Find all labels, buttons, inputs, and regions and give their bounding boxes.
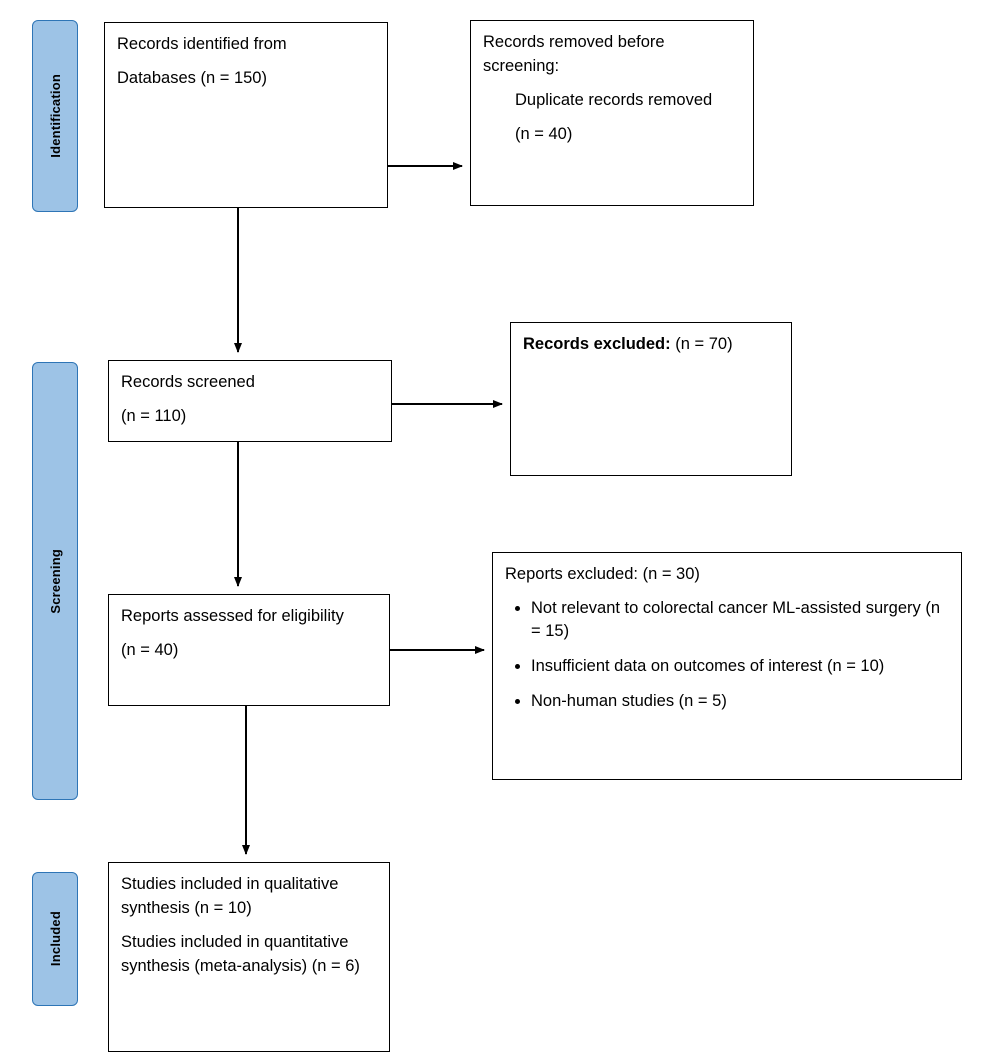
box-records-screened: [108, 360, 392, 442]
records-identified-line1: Records identified from: [117, 35, 287, 53]
stage-label-identification-text: Identification: [47, 74, 63, 158]
box-records-removed: [470, 20, 754, 206]
stage-label-screening-text: Screening: [47, 548, 63, 614]
stage-label-screening: [32, 362, 78, 800]
reports-excluded-list: [505, 597, 949, 713]
box-records-identified: [104, 22, 388, 208]
reports-eligibility-line1: Reports assessed for eligibility: [121, 607, 344, 625]
box-records-excluded: [510, 322, 792, 476]
studies-included-line2: Studies included in quantitative synthesis (meta-analysis) (n = 6): [121, 932, 360, 975]
list-item: • Not relevant to colorectal cancer ML-assisted surgery (n = 15): [531, 597, 949, 643]
records-identified-line2: Databases (n = 150): [117, 68, 267, 87]
box-reports-eligibility: [108, 594, 390, 706]
reports-excluded-heading: Reports excluded: (n = 30): [505, 565, 700, 583]
records-removed-line1: Records removed before screening:: [483, 33, 665, 75]
records-screened-line1: Records screened: [121, 373, 255, 391]
records-excluded-count: (n = 70): [675, 335, 733, 353]
reports-eligibility-line2: (n = 40): [121, 640, 179, 659]
records-removed-line2: Duplicate records removed: [515, 90, 713, 109]
studies-included-line1: Studies included in qualitative synthesis (n = 10): [121, 875, 339, 917]
box-reports-excluded: [492, 552, 962, 780]
records-excluded-text: [523, 333, 779, 357]
stage-label-identification: [32, 20, 78, 212]
records-excluded-label: Records excluded:: [523, 335, 671, 353]
list-item: • Non-human studies (n = 5): [531, 690, 949, 713]
records-removed-line3: (n = 40): [515, 124, 573, 143]
stage-label-included-text: Included: [47, 911, 63, 967]
list-item: • Insufficient data on outcomes of interest (n = 10): [531, 655, 949, 678]
stage-label-included: [32, 872, 78, 1006]
records-screened-line2: (n = 110): [121, 406, 187, 425]
